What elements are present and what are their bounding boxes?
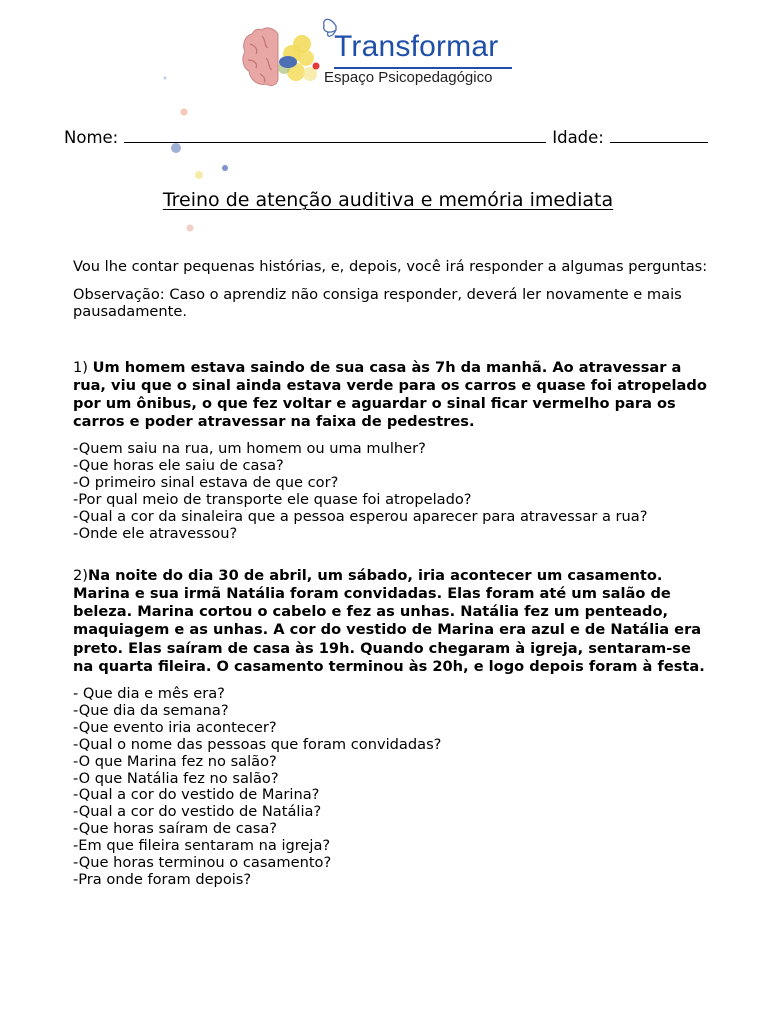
question: -Em que fileira sentaram na igreja? [73,837,331,855]
observation-text: Observação: Caso o aprendiz não consiga responder, deverá ler novamente e mais pausadamente. [73,285,682,320]
question: -O primeiro sinal estava de que cor? [73,474,339,492]
questions-1 [73,441,713,542]
question: -Que horas saíram de casa? [73,820,278,838]
story-1 [73,359,713,432]
story-2 [73,567,713,676]
story-number: 2) [73,566,88,584]
name-label: Nome: [64,128,119,147]
question: -Quem saiu na rua, um homem ou uma mulher? [73,440,426,458]
name-field[interactable] [124,128,546,143]
questions-2 [73,686,713,889]
question: -Que horas ele saiu de casa? [73,457,284,475]
question: -Qual o nome das pessoas que foram convidadas? [73,735,442,753]
brand-tagline: Espaço Psicopedagógico [324,69,493,86]
story-number: 1) [73,358,93,376]
question: -Pra onde foram depois? [73,870,252,888]
age-field[interactable] [610,128,708,143]
question: - Que dia e mês era? [73,684,225,702]
question: -Que horas terminou o casamento? [73,854,332,872]
question: -Onde ele atravessou? [73,524,238,542]
brand-name: Transformar [334,30,499,63]
question: -O que Natália fez no salão? [73,769,279,787]
student-info-line [64,128,724,147]
question: -Qual a cor da sinaleira que a pessoa esperou aparecer para atravessar a rua? [73,507,648,525]
question: -Que dia da semana? [73,701,229,719]
story-text: Na noite do dia 30 de abril, um sábado, iria acontecer um casamento. Marina e sua irmã Natália foram convidadas. Elas foram até um salão de beleza. Marina cortou o cabelo e fez as unhas. Natália fez um penteado, maquiagem e as unhas. A cor do vestido de Marina era azul e de Natália era preto. Elas saíram de casa às 19h. Quando chegaram à igreja, sentaram-se na quarta fileira. O casamento terminou às 20h, e logo depois foram à festa. [73,566,705,675]
question: -Qual a cor do vestido de Marina? [73,786,320,804]
age-label: Idade: [552,128,604,147]
question: -Por qual meio de transporte ele quase foi atropelado? [73,491,472,509]
intro-text: Vou lhe contar pequenas histórias, e, depois, você irá responder a algumas perguntas: [73,258,708,275]
question: -O que Marina fez no salão? [73,752,277,770]
page-title: Treino de atenção auditiva e memória imediata [162,189,614,211]
story-text: Um homem estava saindo de sua casa às 7h da manhã. Ao atravessar a rua, viu que o sinal ainda estava verde para os carros e quase foi atropelado por um ônibus, o que fez voltar e aguardar o sinal ficar vermelho para os carros e poder atravessar na faixa de pedestres. [73,358,707,431]
question: -Qual a cor do vestido de Natália? [73,803,322,821]
worksheet-body [73,258,713,913]
question: -Que evento iria acontecer? [73,718,277,736]
